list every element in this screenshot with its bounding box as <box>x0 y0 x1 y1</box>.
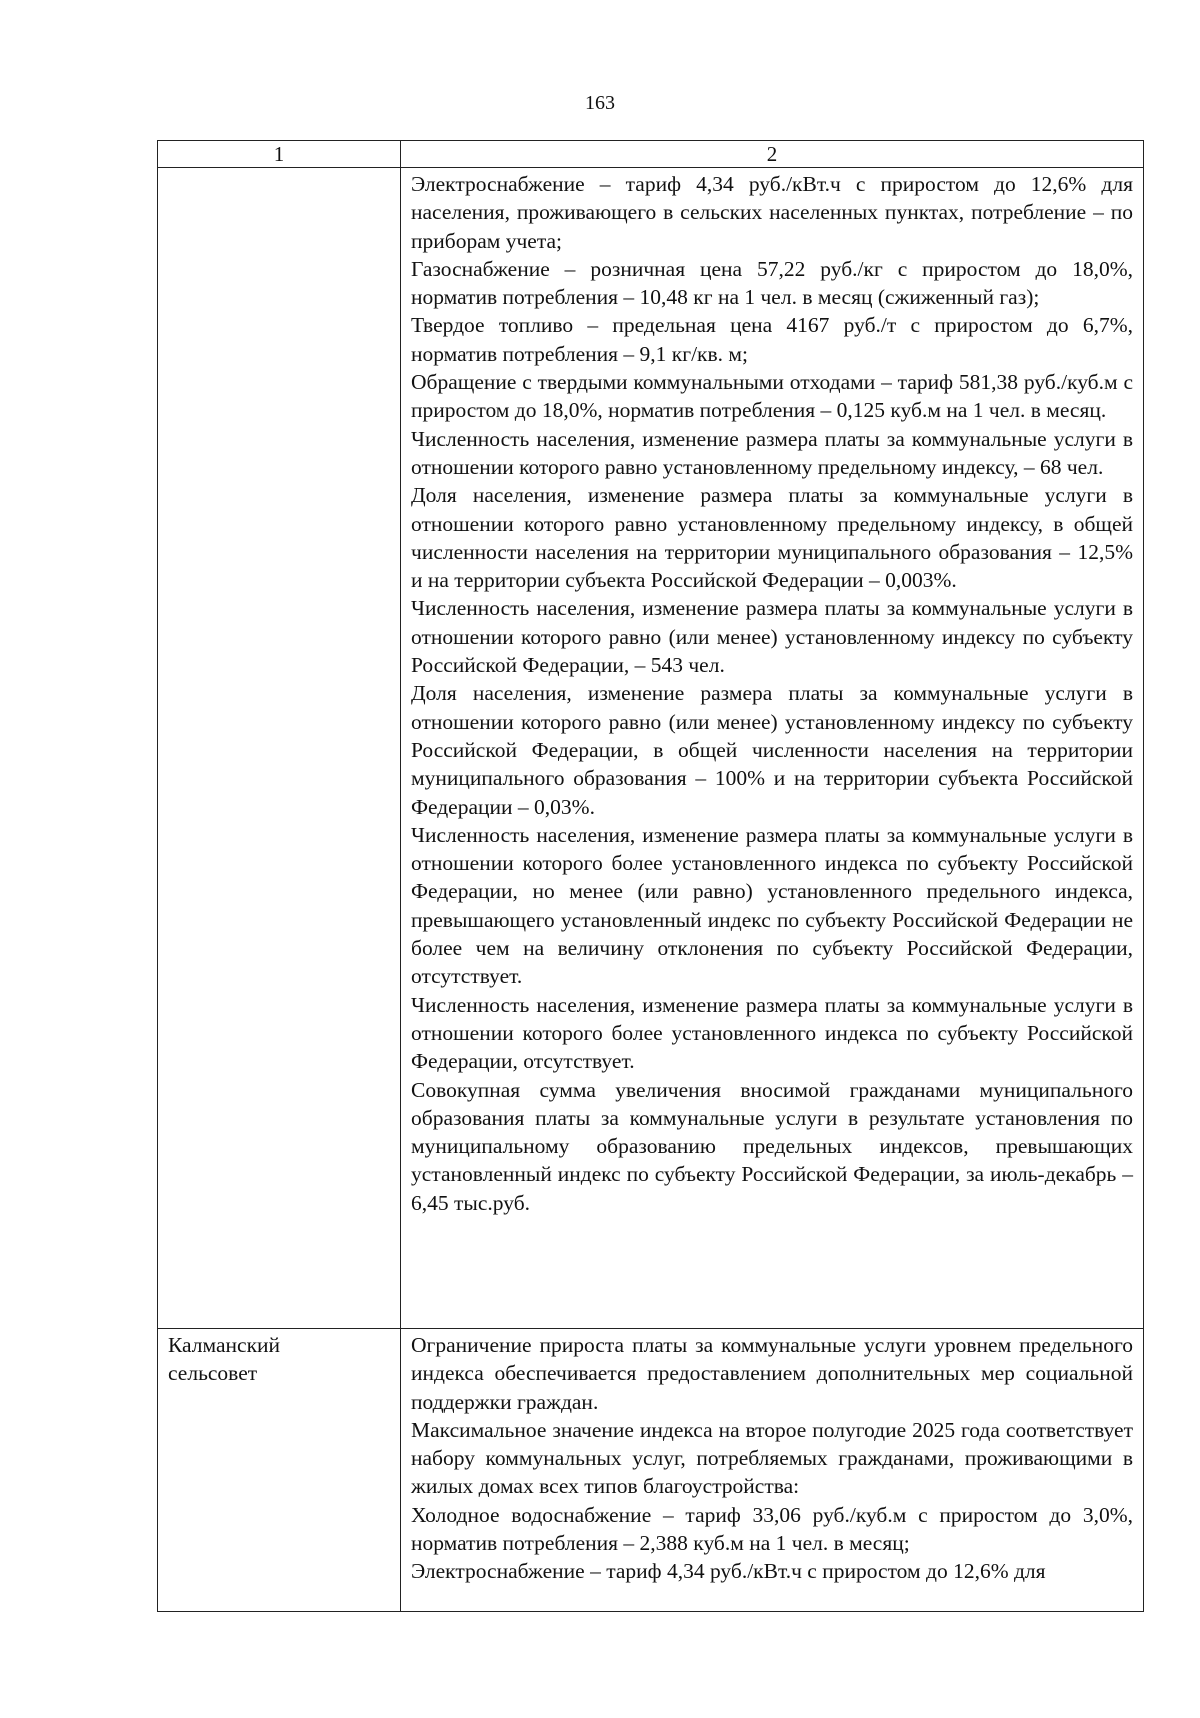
table-row <box>158 168 1144 1329</box>
paragraph: Электроснабжение – тариф 4,34 руб./кВт.ч с приростом до 12,6% для <box>411 1559 1046 1584</box>
paragraph: Доля населения, изменение размера платы за коммунальные услуги в отношении которого равно установленному предельному индексу, в общей численности населения на территории муниципального образования – 12,5% и на территории субъекта Российской Федерации – 0,003%. <box>411 483 1133 593</box>
page-number: 163 <box>585 92 615 114</box>
paragraph: Обращение с твердыми коммунальными отходами – тариф 581,38 руб./куб.м с приростом до 18,0%, норматив потребления – 0,125 куб.м на 1 чел. в месяц. <box>411 370 1133 423</box>
municipality-cell <box>158 168 401 1329</box>
paragraph: Численность населения, изменение размера платы за коммунальные услуги в отношении которого более установленного индекса по субъекту Российской Федерации, но менее (или равно) установленного предельного индекса, превышающего установленный индекс по субъекту Российской Федерации не более чем на величину отклонения по субъекту Российской Федерации, отсутствует. <box>411 822 1133 989</box>
paragraph: Максимальное значение индекса на второе полугодие 2025 года соответствует набору коммунальных услуг, потребляемых гражданами, проживающими в жилых домах всех типов благоустройства: <box>411 1417 1133 1499</box>
paragraph: Численность населения, изменение размера платы за коммунальные услуги в отношении которого более установленного индекса по субъекту Российской Федерации, отсутствует. <box>411 992 1133 1074</box>
paragraph: Газоснабжение – розничная цена 57,22 руб./кг с приростом до 18,0%, норматив потребления – 10,48 кг на 1 чел. в месяц (сжиженный газ); <box>411 256 1133 310</box>
municipality-name-line: сельсовет <box>168 1361 258 1386</box>
paragraph: Ограничение прироста платы за коммунальные услуги уровнем предельного индекса обеспечивается предоставлением дополнительных мер социальной поддержки граждан. <box>411 1333 1133 1414</box>
paragraph: Численность населения, изменение размера платы за коммунальные услуги в отношении которого равно установленному предельному индексу, – 68 чел. <box>411 426 1133 479</box>
description-cell <box>401 1329 1144 1612</box>
paragraph: Электроснабжение – тариф 4,34 руб./кВт.ч с приростом до 12,6% для населения, проживающего в сельских населенных пунктах, потребление – по приборам учета; <box>411 172 1133 253</box>
municipality-cell <box>158 1329 401 1612</box>
municipal-index-table <box>157 140 1144 1612</box>
paragraph: Холодное водоснабжение – тариф 33,06 руб./куб.м с приростом до 3,0%, норматив потребления – 2,388 куб.м на 1 чел. в месяц; <box>411 1502 1133 1556</box>
description-cell <box>401 168 1144 1329</box>
municipality-name-line: Калманский <box>168 1333 281 1357</box>
table-row <box>158 1329 1144 1612</box>
paragraph: Совокупная сумма увеличения вносимой гражданами муниципального образования платы за коммунальные услуги в результате установления по муниципальному образованию предельных индексов, превышающих установленный индекс по субъекту Российской Федерации, за июль-декабрь – 6,45 тыс.руб. <box>411 1077 1133 1215</box>
table-header-row <box>158 141 1144 168</box>
paragraph: Численность населения, изменение размера платы за коммунальные услуги в отношении которого равно (или менее) установленному индексу по субъекту Российской Федерации, – 543 чел. <box>411 596 1133 678</box>
column-header-2: 2 <box>401 141 1144 168</box>
column-header-1: 1 <box>158 141 401 168</box>
paragraph: Доля населения, изменение размера платы за коммунальные услуги в отношении которого равно (или менее) установленному индексу по субъекту Российской Федерации, в общей численности населения на территории муниципального образования – 100% и на территории субъекта Российской Федерации – 0,03%. <box>411 681 1133 819</box>
paragraph: Твердое топливо – предельная цена 4167 руб./т с приростом до 6,7%, норматив потребления – 9,1 кг/кв. м; <box>411 313 1133 366</box>
